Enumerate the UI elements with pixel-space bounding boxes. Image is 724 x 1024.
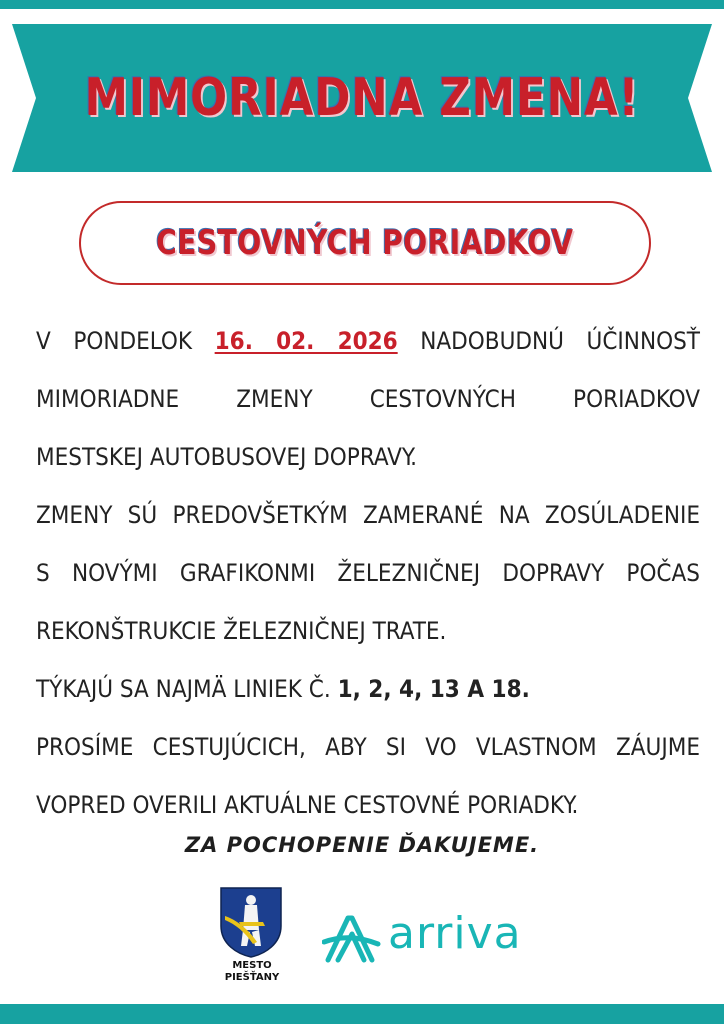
- effective-date: 16. 02. 2026: [214, 327, 398, 355]
- crest-caption-line-2: PIEŠŤANY: [224, 972, 280, 983]
- notice-line-3: MESTSKEJ AUTOBUSOVEJ DOPRAVY.: [36, 443, 418, 471]
- subtitle-text: CESTOVNÝCH PORIADKOV: [156, 223, 574, 263]
- notice-body: [36, 312, 700, 834]
- crest-caption-line-1: MESTO: [232, 960, 272, 971]
- notice-line-1-start: V PONDELOK: [36, 327, 193, 355]
- notice-line-9: VOPRED OVERILI AKTUÁLNE CESTOVNÉ PORIADKY.: [36, 791, 579, 819]
- title-banner: [12, 24, 712, 172]
- notice-line-7: [36, 660, 700, 718]
- notice-line-2: MIMORIADNE ZMENY CESTOVNÝCH PORIADKOV: [36, 385, 700, 413]
- notice-line-4: ZMENY SÚ PREDOVŠETKÝM ZAMERANÉ NA ZOSÚLADENIE: [36, 501, 700, 529]
- banner-title: MIMORIADNA ZMENA!: [84, 68, 640, 128]
- notice-line-1-end: NADOBUDNÚ ÚČINNOSŤ: [420, 327, 700, 355]
- top-stripe: [0, 0, 724, 9]
- arriva-logo-icon: [322, 912, 382, 964]
- arriva-wordmark: arriva: [388, 908, 522, 959]
- notice-line-6: REKONŠTRUKCIE ŽELEZNIČNEJ TRATE.: [36, 617, 447, 645]
- thanks-text: ZA POCHOPENIE ĎAKUJEME.: [184, 833, 540, 857]
- affected-lines: 1, 2, 4, 13 A 18.: [337, 675, 530, 703]
- subtitle-pill: [79, 201, 651, 285]
- piestany-crest-icon: [219, 886, 283, 958]
- bottom-stripe: [0, 1004, 724, 1024]
- notice-line-5: S NOVÝMI GRAFIKONMI ŽELEZNIČNEJ DOPRAVY POČAS: [36, 559, 700, 587]
- crest-caption: [206, 960, 298, 984]
- notice-line-8: PROSÍME CESTUJÚCICH, ABY SI VO VLASTNOM ZÁUJME: [36, 733, 700, 761]
- notice-line-7-start: TÝKAJÚ SA NAJMÄ LINIEK Č.: [36, 675, 331, 703]
- notice-line-1: [36, 312, 700, 370]
